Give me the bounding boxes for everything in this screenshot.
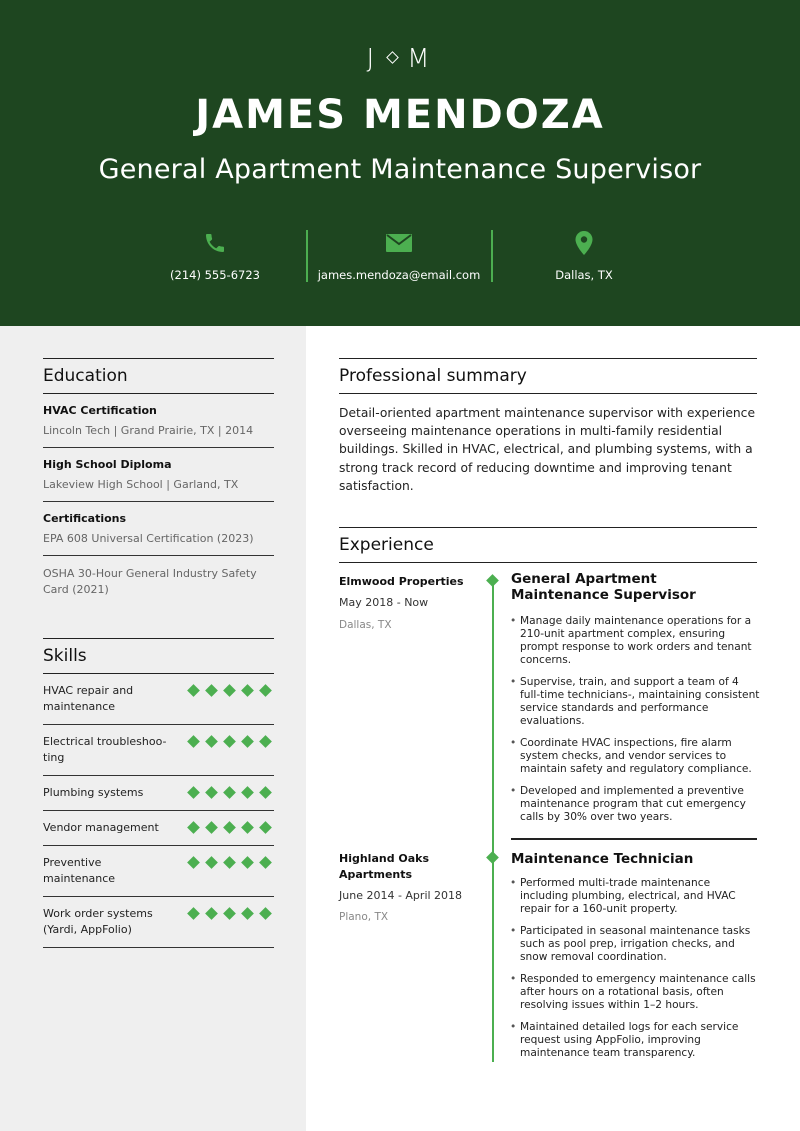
contact-divider <box>306 230 308 282</box>
education-item-sub: Lakeview High School | Garland, TX <box>43 478 239 491</box>
rating-diamond-icon <box>241 735 254 748</box>
rating-diamond-icon <box>223 786 236 799</box>
location-pin-icon <box>494 230 674 256</box>
skills-list <box>43 674 274 948</box>
job-bullet: • Participated in seasonal maintenance tasks such as pool prep, irrigation checks, and snow removal coordination. <box>520 925 760 964</box>
education-heading: Education <box>43 366 128 386</box>
education-item <box>43 394 274 448</box>
contact-bar <box>0 230 800 284</box>
job-location: Dallas, TX <box>339 619 392 631</box>
job-bullets <box>520 615 760 833</box>
email-address[interactable]: james.mendoza@email.com <box>317 268 481 282</box>
skill-label: Electrical troubleshoo-ting <box>43 735 167 764</box>
skill-row <box>43 846 274 897</box>
education-item-title: Certifications <box>43 512 127 525</box>
skill-rating <box>189 906 274 918</box>
skill-row <box>43 811 274 846</box>
skills-section <box>43 638 274 948</box>
skill-label: Plumbing systems <box>43 786 144 799</box>
job-bullet: • Developed and implemented a preventive maintenance program that cut emergency calls by 30% over two years. <box>520 785 760 824</box>
skill-label: Work order systems (Yardi, AppFolio) <box>43 907 153 936</box>
job-bullet: • Maintained detailed logs for each service request using AppFolio, improving maintenance team transparency. <box>520 1021 760 1060</box>
rating-diamond-icon <box>259 907 272 920</box>
education-section <box>43 358 274 606</box>
education-item <box>43 502 274 556</box>
phone-icon <box>125 230 305 256</box>
job-company: Elmwood Properties <box>339 575 464 588</box>
summary-heading: Professional summary <box>339 366 527 386</box>
contact-location <box>494 230 674 282</box>
phone-number[interactable]: (214) 555-6723 <box>170 268 260 282</box>
rating-diamond-icon <box>205 856 218 869</box>
skill-rating <box>189 734 274 746</box>
skill-rating <box>189 785 274 797</box>
experience-section <box>339 527 757 563</box>
rating-diamond-icon <box>187 735 200 748</box>
rating-diamond-icon <box>259 786 272 799</box>
summary-section <box>339 358 757 495</box>
rating-diamond-icon <box>187 821 200 834</box>
candidate-title: General Apartment Maintenance Supervisor <box>98 154 702 185</box>
skill-row <box>43 897 274 948</box>
rating-diamond-icon <box>205 786 218 799</box>
rating-diamond-icon <box>187 786 200 799</box>
education-item-sub: EPA 608 Universal Certification (2023) <box>43 532 254 545</box>
rating-diamond-icon <box>205 907 218 920</box>
skill-row <box>43 674 274 725</box>
job-role: General Apartment Maintenance Supervisor <box>511 571 696 603</box>
skill-label: Preventive maintenance <box>43 856 116 885</box>
education-item-title: HVAC Certification <box>43 404 157 417</box>
rating-diamond-icon <box>241 684 254 697</box>
contact-phone <box>125 230 305 282</box>
experience-timeline <box>492 580 494 1062</box>
skill-rating <box>189 855 274 867</box>
rating-diamond-icon <box>187 684 200 697</box>
rating-diamond-icon <box>205 821 218 834</box>
diamond-icon <box>386 51 399 64</box>
skill-rating <box>189 820 274 832</box>
education-item <box>43 556 274 606</box>
rating-diamond-icon <box>241 821 254 834</box>
rating-diamond-icon <box>259 821 272 834</box>
rating-diamond-icon <box>205 735 218 748</box>
rating-diamond-icon <box>223 821 236 834</box>
job-bullet: • Responded to emergency maintenance calls after hours on a rotational basis, often resolving issues within 1–2 hours. <box>520 973 760 1012</box>
rating-diamond-icon <box>241 907 254 920</box>
contact-divider <box>491 230 493 282</box>
location: Dallas, TX <box>555 268 613 282</box>
job-divider <box>511 838 757 840</box>
education-item <box>43 448 274 502</box>
job-bullets <box>520 877 760 1069</box>
education-item-title: High School Diploma <box>43 458 172 471</box>
monogram-letter-j: J <box>366 44 379 74</box>
rating-diamond-icon <box>187 856 200 869</box>
skill-row <box>43 725 274 776</box>
contact-email <box>309 230 489 282</box>
skill-label: Vendor management <box>43 821 159 834</box>
job-role: Maintenance Technician <box>511 851 694 867</box>
timeline-marker-icon <box>486 574 499 587</box>
rating-diamond-icon <box>241 786 254 799</box>
monogram <box>0 44 800 74</box>
rating-diamond-icon <box>223 684 236 697</box>
job-dates: May 2018 - Now <box>339 596 429 609</box>
rating-diamond-icon <box>223 735 236 748</box>
education-item-sub: OSHA 30-Hour General Industry Safety Card (2021) <box>43 567 257 596</box>
skill-rating <box>189 683 274 695</box>
skills-heading: Skills <box>43 646 87 666</box>
rating-diamond-icon <box>187 907 200 920</box>
rating-diamond-icon <box>205 684 218 697</box>
rating-diamond-icon <box>259 735 272 748</box>
job-bullet: • Supervise, train, and support a team of 4 full-time technicians-, maintaining consistent service standards and performance evaluations. <box>520 676 760 728</box>
email-icon <box>309 230 489 256</box>
rating-diamond-icon <box>223 907 236 920</box>
summary-text: Detail-oriented apartment maintenance supervisor with experience overseeing maintenance operations in multi-family residential buildings. Skilled in HVAC, electrical, and plumbing systems, with a strong track record of reducing downtime and improving tenant satisfaction. <box>339 406 756 493</box>
rating-diamond-icon <box>259 684 272 697</box>
rating-diamond-icon <box>223 856 236 869</box>
timeline-marker-icon <box>486 851 499 864</box>
job-company: Highland Oaks Apartments <box>339 852 430 881</box>
job-location: Plano, TX <box>339 911 389 923</box>
rating-diamond-icon <box>259 856 272 869</box>
monogram-letter-m: M <box>407 44 434 74</box>
candidate-name: JAMES MENDOZA <box>195 92 605 138</box>
rating-diamond-icon <box>241 856 254 869</box>
education-item-sub: Lincoln Tech | Grand Prairie, TX | 2014 <box>43 424 254 437</box>
job-bullet: • Coordinate HVAC inspections, fire alarm system checks, and vendor services to maintain safety and regulatory compliance. <box>520 737 760 776</box>
job-bullet: • Manage daily maintenance operations for a 210-unit apartment complex, ensuring prompt response to work orders and tenant concerns. <box>520 615 760 667</box>
resume-header <box>0 0 800 326</box>
skill-label: HVAC repair and maintenance <box>43 684 134 713</box>
job-bullet: • Performed multi-trade maintenance including plumbing, electrical, and HVAC repair for a 160-unit property. <box>520 877 760 916</box>
experience-heading: Experience <box>339 535 434 555</box>
job-dates: June 2014 - April 2018 <box>339 889 463 902</box>
skill-row <box>43 776 274 811</box>
